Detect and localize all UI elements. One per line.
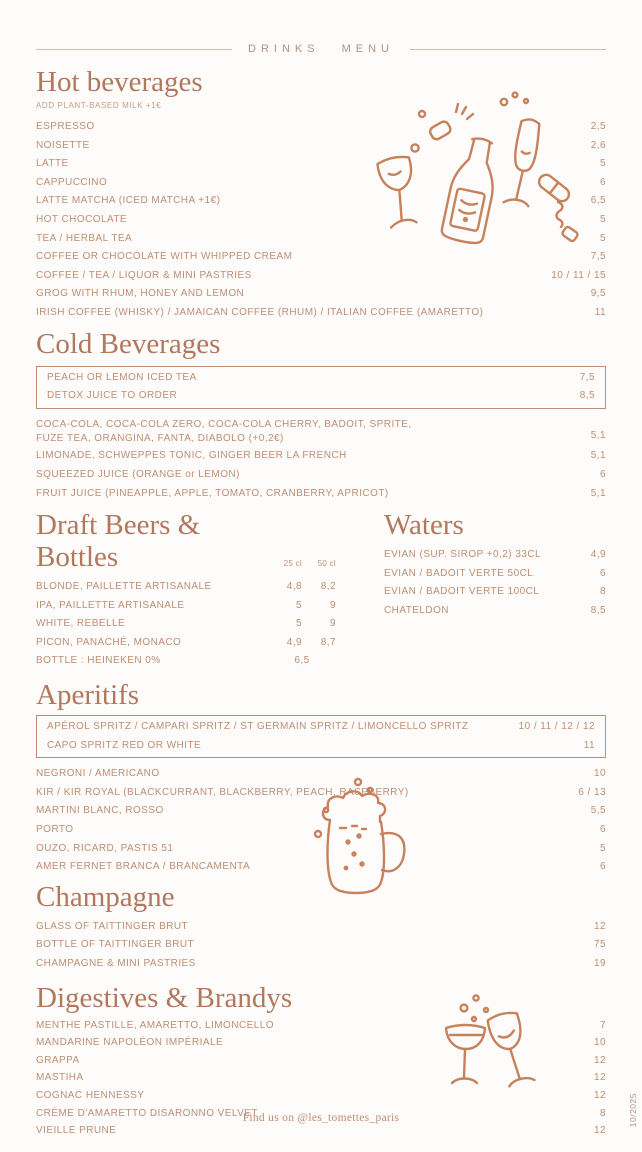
header-rule-left xyxy=(36,49,232,50)
item-price: 12 xyxy=(593,1125,606,1137)
item-price: 11 xyxy=(594,306,606,318)
item-label: WHITE, REBELLE xyxy=(36,618,126,630)
item-label: CAPPUCCINO xyxy=(36,176,108,188)
item-price: 6 xyxy=(599,176,606,188)
menu-item-row xyxy=(36,155,606,174)
menu-item-row xyxy=(36,1034,606,1052)
item-label: EVIAN / BADOIT VERTE 50CL xyxy=(384,567,534,579)
menu-item-row xyxy=(47,718,595,737)
item-label: NEGRONI / AMERICANO xyxy=(36,768,160,780)
menu-item-row xyxy=(36,1122,606,1140)
menu-item-row xyxy=(47,387,595,406)
item-price: 5 xyxy=(599,232,606,244)
item-label: BOTTLE OF TAITTINGER BRUT xyxy=(36,939,195,951)
item-label: LIMONADE, SCHWEPPES TONIC, GINGER BEER LA FRENCH xyxy=(36,450,347,462)
item-label: APÉROL SPRITZ / CAMPARI SPRITZ / ST GERMAIN SPRITZ / LIMONCELLO SPRITZ xyxy=(47,721,469,733)
section-aperitifs xyxy=(36,679,606,877)
menu-item-row xyxy=(36,955,606,974)
menu-item-row xyxy=(36,597,336,616)
item-label: CAPO SPRITZ RED OR WHITE xyxy=(47,739,202,751)
item-label: DETOX JUICE TO ORDER xyxy=(47,390,178,402)
price-25cl: 5 xyxy=(295,618,302,630)
section-title-waters: Waters xyxy=(384,509,464,542)
item-price: 10 xyxy=(593,1037,606,1049)
size-header-25cl: 25 cl xyxy=(283,559,302,569)
beer-prices xyxy=(268,597,336,616)
item-label: EVIAN (SUP. SIROP +0,2) 33CL xyxy=(384,549,542,561)
item-price: 12 xyxy=(593,920,606,932)
item-label: SQUEEZED JUICE (ORANGE or LEMON) xyxy=(36,468,240,480)
header-rule-right xyxy=(410,49,606,50)
menu-item-row xyxy=(384,602,606,621)
menu-item-row xyxy=(47,369,595,388)
item-label xyxy=(36,418,424,446)
section-hot-beverages xyxy=(36,66,606,323)
price-50cl: 9 xyxy=(329,618,336,630)
menu-item-row xyxy=(36,765,606,784)
section-title-draft-beers: Draft Beers & Bottles xyxy=(36,509,201,574)
menu-item-row xyxy=(384,565,606,584)
menu-item-row xyxy=(36,248,606,267)
menu-item-row xyxy=(36,118,606,137)
item-label-line2: FUZE TEA, ORANGINA, FANTA, DIABOLO (+0,2€) xyxy=(36,432,284,444)
item-label: BLONDE, PAILLETTE ARTISANALE xyxy=(36,581,212,593)
draft-beers-list xyxy=(36,578,336,671)
item-label: BOTTLE : HEINEKEN 0% xyxy=(36,655,161,667)
item-price: 6 xyxy=(599,468,606,480)
section-title-hot-beverages: Hot beverages xyxy=(36,66,203,98)
cold-beverages-list xyxy=(36,415,606,503)
section-title-champagne: Champagne xyxy=(36,880,175,913)
menu-item-row xyxy=(36,615,336,634)
item-label: VIEILLE PRUNE xyxy=(36,1125,117,1137)
item-label: PICON, PANACHÉ, MONACO xyxy=(36,636,182,648)
item-label: CRÈME D'AMARETTO DISARONNO VELVET xyxy=(36,1107,258,1119)
item-price: 12 xyxy=(593,1054,606,1066)
item-price: 4,9 xyxy=(590,549,606,561)
item-label: FRUIT JUICE (PINEAPPLE, APPLE, TOMATO, CRANBERRY, APRICOT) xyxy=(36,487,389,499)
item-label: MARTINI BLANC, ROSSO xyxy=(36,805,164,817)
item-label: CHATELDON xyxy=(384,604,449,616)
item-label-line1: COCA-COLA, COCA-COLA ZERO, COCA-COLA CHERRY, BADOIT, SPRITE, xyxy=(36,418,412,430)
menu-item-row xyxy=(36,784,606,803)
menu-item-row xyxy=(36,211,606,230)
item-label: MANDARINE NAPOLÉON IMPÉRIALE xyxy=(36,1037,224,1049)
item-label: NOISETTE xyxy=(36,139,90,151)
section-title-cold-beverages: Cold Beverages xyxy=(36,327,221,360)
beer-size-headers xyxy=(268,559,336,573)
item-price: 8,5 xyxy=(590,604,606,616)
menu-item-row xyxy=(36,447,606,466)
item-label: COFFEE / TEA / LIQUOR & MINI PASTRIES xyxy=(36,269,252,281)
price-50cl: 9 xyxy=(329,599,336,611)
menu-item-row xyxy=(36,840,606,859)
item-label: GLASS OF TAITTINGER BRUT xyxy=(36,920,189,932)
item-price: 5 xyxy=(599,842,606,854)
menu-item-row xyxy=(36,485,606,504)
item-price: 7,5 xyxy=(579,371,595,383)
menu-item-row xyxy=(36,285,606,304)
menu-item-row xyxy=(47,737,595,756)
social-footer: Find us on @les_tomettes_paris xyxy=(242,1112,400,1124)
waters-heading-row xyxy=(384,509,606,541)
item-price: 8,5 xyxy=(579,390,595,402)
item-label: AMER FERNET BRANCA / BRANCAMENTA xyxy=(36,861,251,873)
item-price: 5,5 xyxy=(590,805,606,817)
menu-item-row xyxy=(36,192,606,211)
menu-item-row xyxy=(36,918,606,937)
menu-item-row xyxy=(36,802,606,821)
item-label: COGNAC HENNESSY xyxy=(36,1089,145,1101)
menu-item-row xyxy=(36,1069,606,1087)
item-price: 6,5 xyxy=(294,655,310,667)
item-label: COFFEE OR CHOCOLATE WITH WHIPPED CREAM xyxy=(36,251,293,263)
menu-item-row xyxy=(384,583,606,602)
item-label: IRISH COFFEE (WHISKY) / JAMAICAN COFFEE (RHUM) / ITALIAN COFFEE (AMARETTO) xyxy=(36,306,484,318)
item-label: TEA / HERBAL TEA xyxy=(36,232,133,244)
cold-featured-box xyxy=(36,366,606,409)
item-label: LATTE MATCHA (ICED MATCHA +1€) xyxy=(36,195,221,207)
item-price: 10 / 11 / 15 xyxy=(551,269,606,281)
menu-content xyxy=(36,0,606,1140)
menu-item-row xyxy=(36,634,336,653)
item-label: GROG WITH RHUM, HONEY AND LEMON xyxy=(36,288,245,300)
item-price: 5,1 xyxy=(590,487,606,499)
menu-item-row xyxy=(36,578,336,597)
beer-prices xyxy=(268,578,336,597)
menu-item-row xyxy=(36,1087,606,1105)
menu-item-row xyxy=(36,137,606,156)
plant-milk-note: ADD PLANT-BASED MILK +1€ xyxy=(36,101,162,110)
item-price: 7 xyxy=(599,1019,606,1031)
hot-beverages-list xyxy=(36,118,606,323)
price-50cl: 8,2 xyxy=(320,581,336,593)
price-25cl: 4,9 xyxy=(286,636,302,648)
item-price: 10 / 11 / 12 / 12 xyxy=(518,721,595,733)
item-label: KIR / KIR ROYAL (BLACKCURRANT, BLACKBERRY, PEACH, RASPBERRY) xyxy=(36,786,409,798)
menu-item-row xyxy=(384,546,606,565)
item-label: IPA, PAILLETTE ARTISANALE xyxy=(36,599,185,611)
item-price: 12 xyxy=(593,1089,606,1101)
menu-item-row xyxy=(36,466,606,485)
section-title-digestives-brandys: Digestives & Brandys xyxy=(36,981,293,1014)
item-label: CHAMPAGNE & MINI PASTRIES xyxy=(36,958,196,969)
item-price: 9,5 xyxy=(590,288,606,300)
menu-item-row xyxy=(36,652,336,671)
item-label: LATTE xyxy=(36,158,69,170)
section-title-aperitifs: Aperitifs xyxy=(36,679,140,712)
beer-prices xyxy=(268,615,336,634)
item-price: 5,1 xyxy=(590,450,606,462)
item-label: ESPRESSO xyxy=(36,121,95,132)
price-25cl: 4,8 xyxy=(286,581,302,593)
champagne-list xyxy=(36,918,606,974)
menu-item-row xyxy=(36,936,606,955)
beer-prices xyxy=(268,634,336,653)
item-price: 2,6 xyxy=(590,139,606,151)
menu-item-row xyxy=(36,415,606,448)
menu-item-row xyxy=(36,267,606,286)
item-price: 6 xyxy=(599,861,606,873)
price-25cl: 5 xyxy=(295,599,302,611)
aperitifs-list xyxy=(36,765,606,877)
item-label: OUZO, RICARD, PASTIS 51 xyxy=(36,842,174,854)
waters-list xyxy=(384,546,606,620)
item-price: 19 xyxy=(593,958,606,969)
item-price: 8 xyxy=(599,586,606,598)
beers-heading-row xyxy=(36,509,336,573)
price-50cl: 8,7 xyxy=(320,636,336,648)
menu-item-row xyxy=(36,1052,606,1070)
menu-header xyxy=(36,42,606,56)
edition-date: 10/2025 xyxy=(628,1093,638,1128)
item-price: 2,5 xyxy=(590,121,606,132)
menu-item-row xyxy=(36,230,606,249)
item-price: 5 xyxy=(599,158,606,170)
item-price: 11 xyxy=(583,739,595,751)
item-label: MASTIHA xyxy=(36,1072,84,1084)
section-cold-beverages xyxy=(36,328,606,504)
section-draft-beers xyxy=(36,509,336,671)
item-price: 6 / 13 xyxy=(578,786,606,798)
item-label: EVIAN / BADOIT VERTE 100CL xyxy=(384,586,540,598)
menu-item-row xyxy=(36,304,606,323)
menu-title: DRINKS MENU xyxy=(248,43,395,55)
item-label: GRAPPA xyxy=(36,1054,80,1066)
item-price: 6 xyxy=(599,567,606,579)
item-label: MENTHE PASTILLE, AMARETTO, LIMONCELLO xyxy=(36,1019,274,1031)
item-price: 6 xyxy=(599,824,606,836)
beers-waters-columns xyxy=(36,509,606,671)
item-price: 5,1 xyxy=(590,429,606,441)
item-price: 7,5 xyxy=(590,251,606,263)
menu-item-row xyxy=(36,174,606,193)
section-champagne xyxy=(36,881,606,974)
item-price: 10 xyxy=(593,768,606,780)
item-price: 12 xyxy=(593,1072,606,1084)
aperitifs-featured-box xyxy=(36,715,606,758)
item-price: 75 xyxy=(593,939,606,951)
item-label: PEACH OR LEMON ICED TEA xyxy=(47,371,197,383)
item-label: HOT CHOCOLATE xyxy=(36,213,128,225)
section-waters xyxy=(384,509,606,671)
item-price: 5 xyxy=(599,213,606,225)
item-price: 8 xyxy=(599,1107,606,1119)
menu-item-row xyxy=(36,1017,606,1035)
menu-item-row xyxy=(36,821,606,840)
item-label: PORTO xyxy=(36,824,74,836)
menu-item-row xyxy=(36,858,606,877)
size-header-50cl: 50 cl xyxy=(317,559,336,569)
item-price: 6,5 xyxy=(590,195,606,207)
